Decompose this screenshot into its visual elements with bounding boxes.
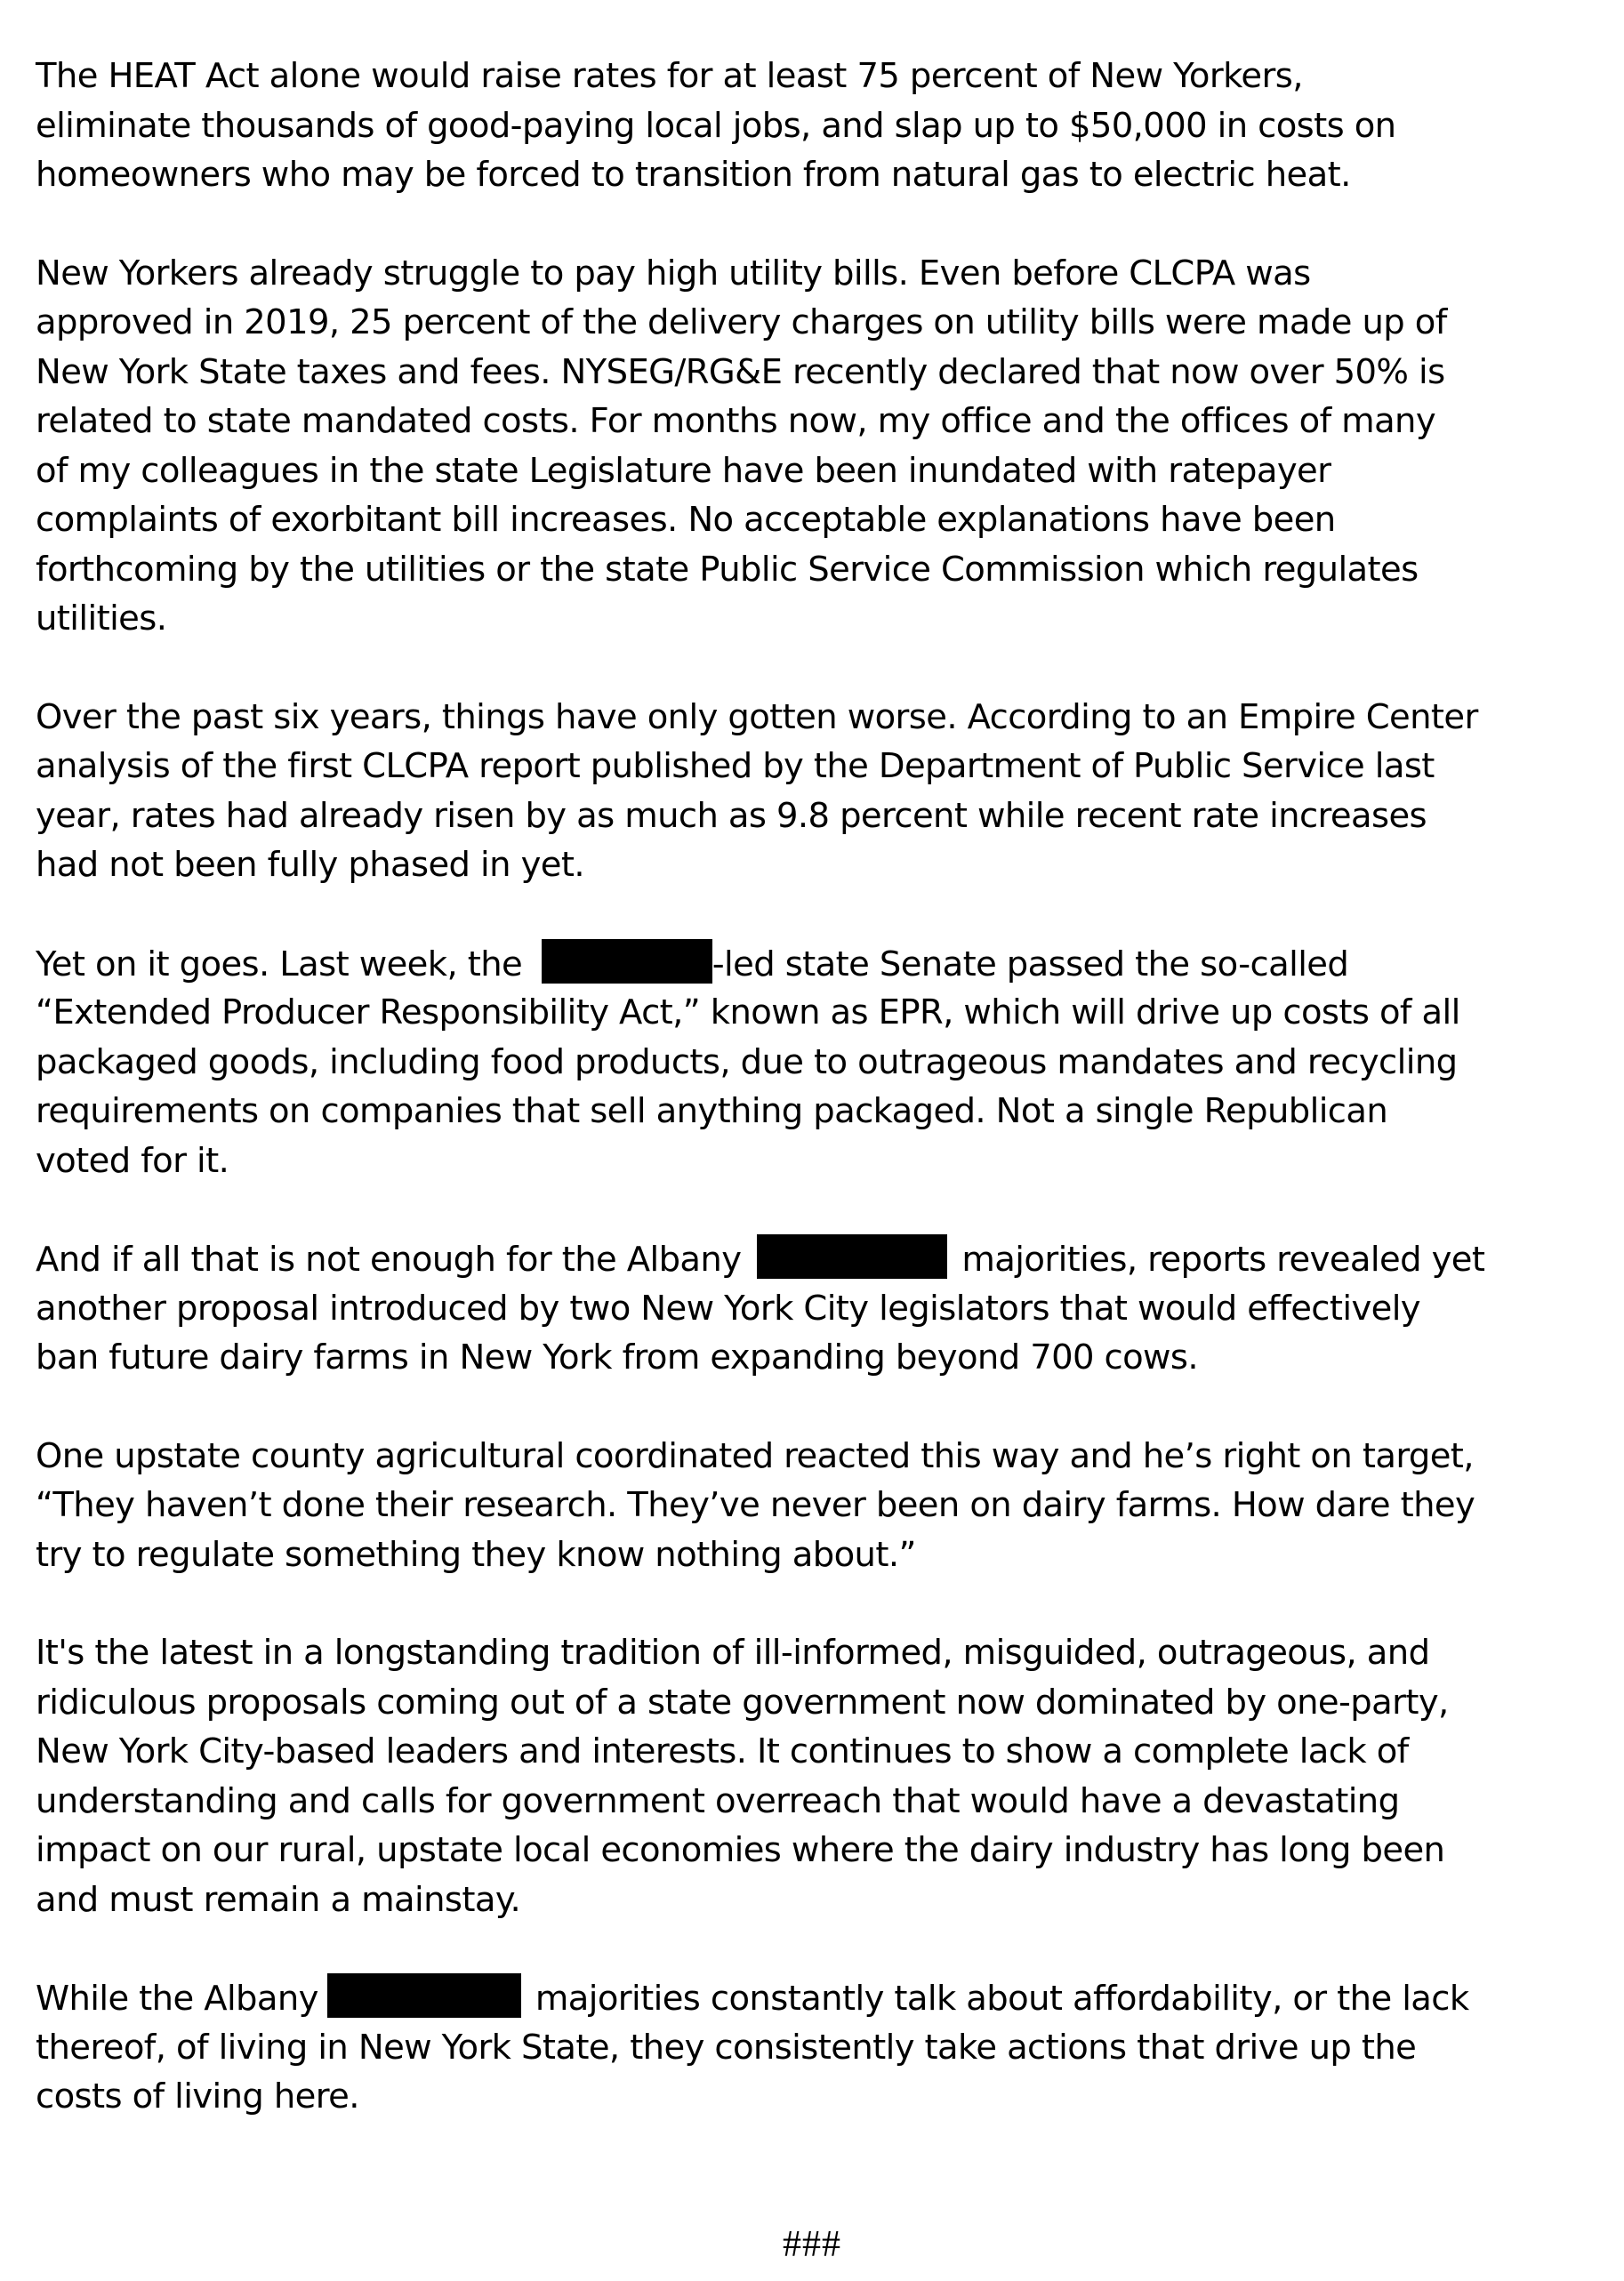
text-segment: majorities, reports revealed yet — [961, 1240, 1485, 1280]
text-line: related to state mandated costs. For months now, my office and the offices of many — [36, 401, 1436, 441]
text-line: thereof, of living in New York State, they consistently take actions that drive up the — [36, 2027, 1417, 2068]
paragraph-past-six-years — [36, 693, 1601, 890]
text-line: eliminate thousands of good-paying local jobs, and slap up to $50,000 in costs on — [36, 105, 1396, 146]
text-segment: Yet on it goes. Last week, the — [36, 944, 533, 984]
text-line: New York City-based leaders and interests. It continues to show a complete lack of — [36, 1731, 1409, 1771]
text-line-with-redaction — [36, 1234, 1601, 1284]
paragraph-epr-act — [36, 939, 1601, 1186]
text-line: year, rates had already risen by as much as 9.8 percent while recent rate increases — [36, 795, 1427, 836]
text-segment: -led state Senate passed the so-called — [712, 944, 1349, 984]
text-line-with-redaction — [36, 939, 1601, 989]
text-line: complaints of exorbitant bill increases. No acceptable explanations have been — [36, 500, 1336, 540]
text-line: packaged goods, including food products, due to outrageous mandates and recycling — [36, 1041, 1458, 1082]
text-line: “They haven’t done their research. They’ve never been on dairy farms. How dare they — [36, 1485, 1475, 1525]
text-line: homeowners who may be forced to transition from natural gas to electric heat. — [36, 155, 1351, 195]
paragraph-dairy-proposal — [36, 1234, 1601, 1383]
text-line: had not been fully phased in yet. — [36, 845, 584, 885]
paragraph-heat-act — [36, 52, 1601, 200]
text-line: impact on our rural, upstate local economies where the dairy industry has long been — [36, 1830, 1445, 1870]
text-line-with-redaction — [36, 1973, 1601, 2023]
text-line: forthcoming by the utilities or the state Public Service Commission which regulates — [36, 549, 1419, 590]
paragraph-affordability — [36, 1973, 1601, 2122]
text-line: requirements on companies that sell anything packaged. Not a single Republican — [36, 1091, 1388, 1131]
text-line: One upstate county agricultural coordinated reacted this way and he’s right on target, — [36, 1435, 1474, 1476]
text-line: understanding and calls for government overreach that would have a devastating — [36, 1780, 1400, 1821]
text-line: of my colleagues in the state Legislature have been inundated with ratepayer — [36, 450, 1331, 491]
text-line: voted for it. — [36, 1140, 229, 1181]
text-line: and must remain a mainstay. — [36, 1879, 521, 1920]
end-of-release-mark: ### — [783, 2224, 841, 2265]
redaction-box — [327, 1973, 521, 2018]
text-line: another proposal introduced by two New York City legislators that would effectively — [36, 1288, 1420, 1329]
text-line: Over the past six years, things have only gotten worse. According to an Empire Center — [36, 696, 1478, 737]
text-line: costs of living here. — [36, 2076, 359, 2116]
redaction-box — [542, 939, 712, 984]
paragraph-longstanding-tradition — [36, 1628, 1601, 1924]
text-segment: And if all that is not enough for the Albany — [36, 1240, 742, 1280]
redaction-box — [757, 1234, 947, 1279]
paragraph-utility-bills — [36, 249, 1601, 644]
text-line: try to regulate something they know nothing about.” — [36, 1534, 916, 1575]
text-line: “Extended Producer Responsibility Act,” known as EPR, which will drive up costs of all — [36, 992, 1460, 1032]
text-line: New York State taxes and fees. NYSEG/RG&E recently declared that now over 50% is — [36, 351, 1445, 392]
text-segment: While the Albany — [36, 1979, 318, 2019]
paragraph-county-coordinator-quote — [36, 1432, 1601, 1580]
text-line: ridiculous proposals coming out of a state government now dominated by one-party, — [36, 1682, 1449, 1723]
text-line: The HEAT Act alone would raise rates for at least 75 percent of New Yorkers, — [36, 56, 1303, 96]
document-body — [36, 52, 1601, 2171]
text-line: It's the latest in a longstanding tradition of ill-informed, misguided, outrageous, and — [36, 1633, 1430, 1673]
text-line: ban future dairy farms in New York from expanding beyond 700 cows. — [36, 1337, 1199, 1377]
text-line: approved in 2019, 25 percent of the delivery charges on utility bills were made up of — [36, 302, 1447, 342]
text-line: New Yorkers already struggle to pay high utility bills. Even before CLCPA was — [36, 253, 1311, 293]
text-segment: majorities constantly talk about affordability, or the lack — [535, 1979, 1469, 2019]
text-line: analysis of the first CLCPA report published by the Department of Public Service last — [36, 746, 1435, 786]
text-line: utilities. — [36, 598, 167, 639]
